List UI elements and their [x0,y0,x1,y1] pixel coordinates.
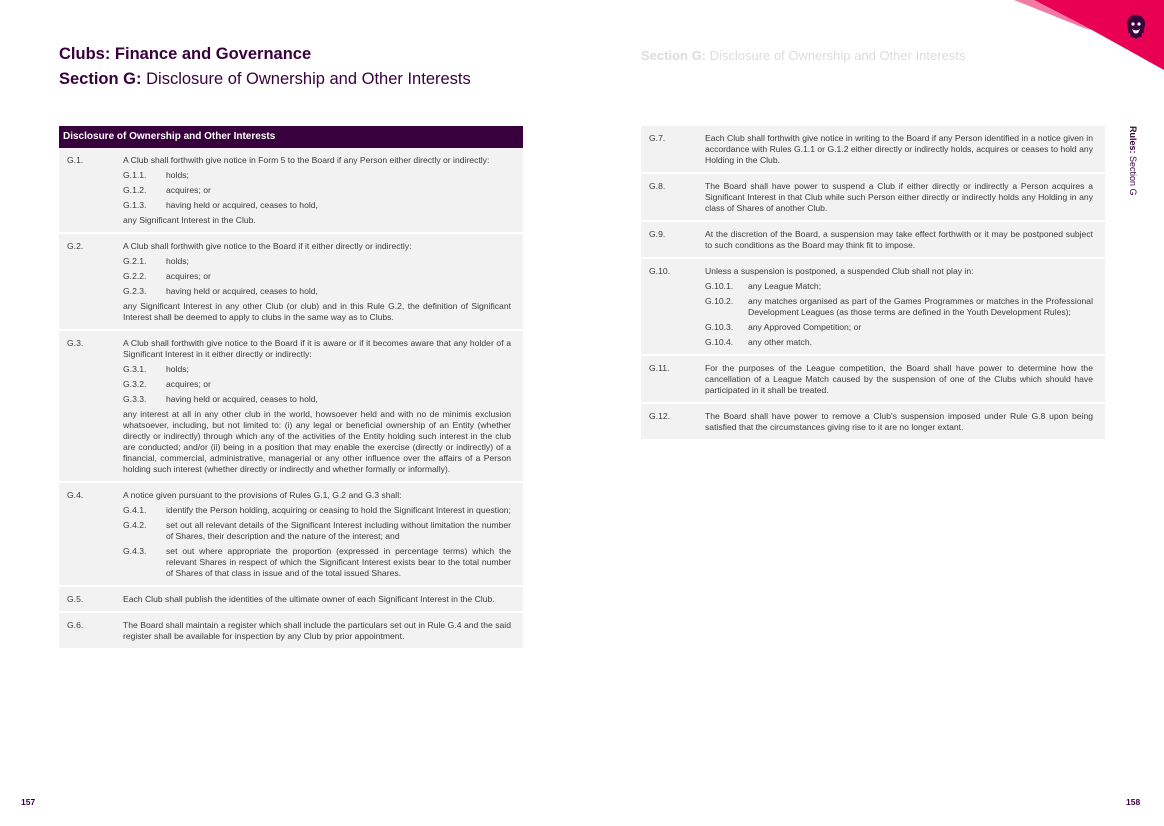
rule-g5 [59,587,523,611]
sub-rule [705,322,1093,333]
sub-rule-text: having held or acquired, ceases to hold, [166,286,318,296]
sub-rule-number: G.1.2. [123,185,147,195]
side-tab-rest: Section G [1128,156,1138,196]
rule-text: A Club shall forthwith give notice to the Board if it is aware or if it becomes aware that any holder of a Significant Interest in it either directly or indirectly: [123,338,511,359]
rule-number: G.11. [649,363,670,373]
sub-rule-text: any matches organised as part of the Games Programmes or matches in the Professional Development Leagues (as those terms are defined in the Youth Development Rules); [748,296,1093,317]
sub-rule [123,505,511,516]
page-number-right: 158 [1126,797,1141,807]
page-title: Clubs: Finance and Governance [59,45,312,63]
rule-text: A notice given pursuant to the provisions of Rules G.1, G.2 and G.3 shall: [123,490,402,500]
rule-text: The Board shall have power to suspend a Club if either directly or indirectly a Person acquires a Significant Interest in that Club while such Person either directly or indirectly holds any Holding in any class of Shares of another Club. [705,181,1093,213]
sub-rule [123,546,511,579]
sub-rule-text: any Approved Competition; or [748,322,862,332]
rule-g7 [641,126,1105,172]
sub-rule-text: set out all relevant details of the Significant Interest including without limitation the number of Shares, their description and the nature of the interest; and [166,520,511,541]
rule-g1 [59,148,523,232]
sub-rule-number: G.2.2. [123,271,147,281]
rule-number: G.3. [67,338,84,348]
rule-number: G.8. [649,181,666,191]
rule-number: G.5. [67,594,84,604]
sub-rule-number: G.3.1. [123,364,147,374]
section-label: Section G: [59,70,142,88]
sub-rule-number: G.4.3. [123,546,147,556]
sub-rule-text: acquires; or [166,379,211,389]
sub-rule-text: holds; [166,256,189,266]
sub-rule-number: G.2.1. [123,256,147,266]
sub-rule [705,296,1093,318]
side-tab-bold: Rules: [1128,126,1138,154]
rule-g3 [59,331,523,481]
rule-text: For the purposes of the League competition, the Board shall have power to determine how the cancellation of a League Match caused by the suspension of one of the Clubs which should have participated in it shall be treated. [705,363,1093,395]
sub-rule-text: holds; [166,170,189,180]
rule-tail: any Significant Interest in any other Club (or club) and in this Rule G.2, the definition of Significant Interest shall be deemed to apply to clubs in the same way as to Clubs. [123,301,511,322]
sub-rule-number: G.10.2. [705,296,734,306]
right-section-title: Disclosure of Ownership and Other Interests [709,48,966,63]
sub-rule-number: G.10.1. [705,281,734,291]
rule-number: G.6. [67,620,84,630]
lion-icon [1124,14,1148,40]
sub-rule [123,200,511,211]
sub-rule [123,256,511,267]
rule-tail: any interest at all in any other club in the world, howsoever held and with no de minimis exclusion whatsoever, including, but not limited to: (i) any legal or beneficial ownership of an Entity (whether directly or indirectly) through which any of the activities of the Entity holding such interest in the club are conducted; and/or (ii) being in a position that may enable the exercise (directly or indirectly) of a financial, commercial, administrative, managerial or any other influence over the affairs of a Person holding such interest (whether directly or indirectly and whether formally or informally). [123,409,511,474]
rule-g11 [641,356,1105,402]
rule-g4 [59,483,523,585]
sub-rule-number: G.10.4. [705,337,734,347]
rule-text: Each Club shall publish the identities of the ultimate owner of each Significant Interest in the Club. [123,594,495,604]
table-header: Disclosure of Ownership and Other Interests [59,126,523,148]
sub-rule-text: having held or acquired, ceases to hold, [166,200,318,210]
rule-g6 [59,613,523,648]
rule-number: G.7. [649,133,666,143]
rule-text: At the discretion of the Board, a suspension may take effect forthwith or it may be postponed subject to such conditions as the Board may think fit to impose. [705,229,1093,250]
section-heading [59,70,471,89]
rule-text: The Board shall maintain a register which shall include the particulars set out in Rule G.4 and the said register shall be available for inspection by any Club by prior appointment. [123,620,511,641]
sub-rule [123,185,511,196]
side-tab [1128,126,1138,196]
sub-rule-text: any other match. [748,337,813,347]
sub-rule [123,271,511,282]
section-title: Disclosure of Ownership and Other Interests [146,70,471,88]
rule-number: G.1. [67,155,84,165]
sub-rule-number: G.4.2. [123,520,147,530]
sub-rule [123,394,511,405]
rule-text: A Club shall forthwith give notice to the Board if it either directly or indirectly: [123,241,412,251]
sub-rule [123,520,511,542]
rule-text: Each Club shall forthwith give notice in writing to the Board if any Person identified in a notice given in accordance with Rules G.1.1 or G.1.2 either directly or indirectly holds, acquires or ceases to hold any Holding in the Club. [705,133,1093,165]
sub-rule [123,379,511,390]
rule-g2 [59,234,523,329]
sub-rule [705,337,1093,348]
sub-rule-number: G.4.1. [123,505,147,515]
rule-number: G.2. [67,241,84,251]
rule-g8 [641,174,1105,220]
sub-rule-text: holds; [166,364,189,374]
sub-rule-number: G.10.3. [705,322,734,332]
sub-rule-text: having held or acquired, ceases to hold, [166,394,318,404]
sub-rule [123,170,511,181]
left-rules-table [59,126,523,650]
sub-rule-number: G.3.3. [123,394,147,404]
sub-rule [705,281,1093,292]
rule-g10 [641,259,1105,354]
rule-text: The Board shall have power to remove a Club's suspension imposed under Rule G.8 upon being satisfied that the circumstances giving rise to it are no longer extant. [705,411,1093,432]
rule-number: G.4. [67,490,84,500]
sub-rule [123,364,511,375]
right-rules-table [641,126,1105,441]
sub-rule [123,286,511,297]
right-section-heading [641,48,965,63]
sub-rule-text: identify the Person holding, acquiring or ceasing to hold the Significant Interest in question; [166,505,511,515]
rule-number: G.9. [649,229,666,239]
rule-g9 [641,222,1105,257]
sub-rule-number: G.2.3. [123,286,147,296]
page-number-left: 157 [21,797,36,807]
rule-number: G.10. [649,266,671,276]
sub-rule-text: acquires; or [166,185,211,195]
sub-rule-number: G.1.1. [123,170,147,180]
rule-tail: any Significant Interest in the Club. [123,215,256,225]
sub-rule-number: G.3.2. [123,379,147,389]
rule-text: A Club shall forthwith give notice in Form 5 to the Board if any Person either directly or indirectly: [123,155,490,165]
rule-number: G.12. [649,411,671,421]
rule-g12 [641,404,1105,439]
sub-rule-text: set out where appropriate the proportion (expressed in percentage terms) which the relevant Shares in respect of which the Significant Interest exists bear to the total number of Shares of that class in issue and of the total issued Shares. [166,546,511,578]
right-section-label: Section G: [641,48,707,63]
rule-text: Unless a suspension is postponed, a suspended Club shall not play in: [705,266,974,276]
sub-rule-number: G.1.3. [123,200,147,210]
sub-rule-text: acquires; or [166,271,211,281]
sub-rule-text: any League Match; [748,281,822,291]
